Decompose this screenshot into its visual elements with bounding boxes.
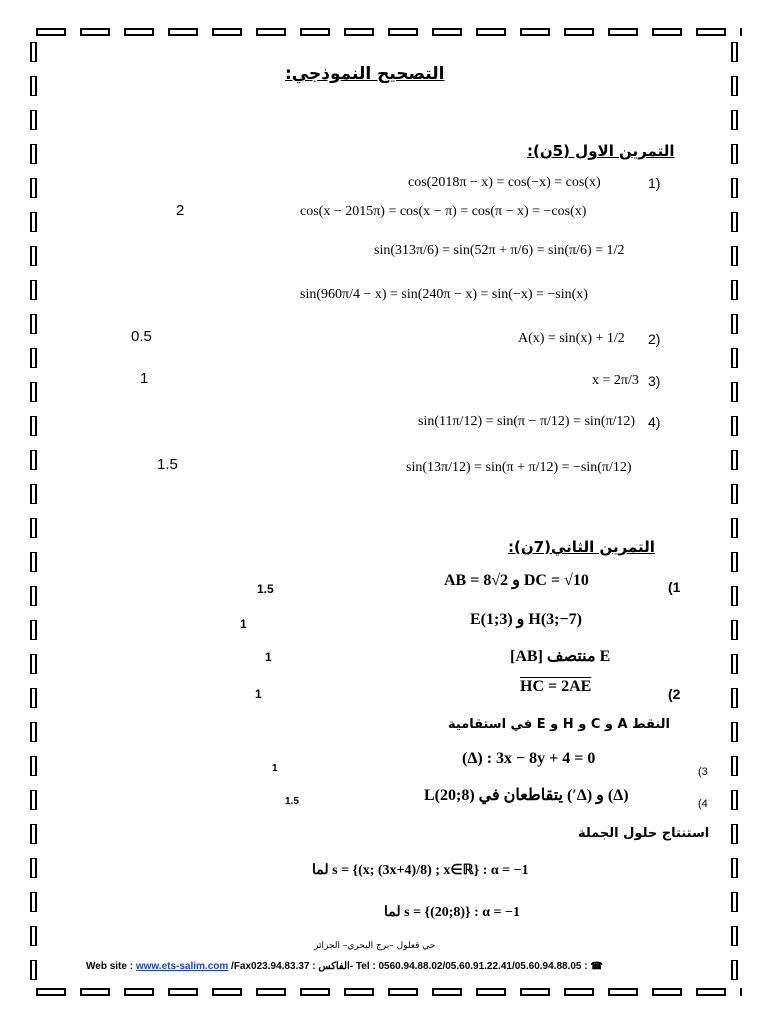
ex1-q2-number: 2): [648, 331, 661, 347]
frame-left-inner: [32, 38, 35, 982]
frame-bottom-inner: [30, 990, 742, 994]
footer-website-link[interactable]: www.ets-salim.com: [135, 961, 229, 972]
ex1-eq6: x = 2π/3: [592, 373, 639, 388]
ex2-mark-1: 1.5: [257, 582, 274, 596]
ex1-mark-3: 1: [140, 370, 149, 387]
ex1-eq3: sin(313π/6) = sin(52π + π/6) = sin(π/6) = 1/2: [374, 243, 625, 258]
ex2-line8: استنتاج حلول الجملة: [578, 826, 710, 841]
footer-phone-fax: /Fax023.94.83.37 : الفاكس- Tel : 0560.94.88.02/05.60.91.22.41/05.60.94.88.05 : ☎: [228, 961, 603, 972]
ex1-heading: التمرين الاول (5ن):: [527, 142, 675, 160]
ex1-eq2: cos(x − 2015π) = cos(x − π) = cos(π − x) = −cos(x): [300, 204, 587, 219]
ex1-eq5: A(x) = sin(x) + 1/2: [518, 331, 625, 346]
ex1-q3-number: 3): [648, 373, 661, 389]
ex2-q3-number: (3: [698, 766, 708, 778]
ex1-eq4: sin(960π/4 − x) = sin(240π − x) = sin(−x) = −sin(x): [300, 287, 588, 302]
ex2-line9: s = {(x; (3x+4)/8) ; x∈ℝ} : α = −1 لما: [312, 863, 529, 878]
footer-address: حي قعلول –برج البحري– الجزائر: [314, 941, 436, 951]
ex2-line2: H(3;−7) و E(1;3): [470, 611, 582, 628]
ex2-line3: E منتصف [AB]: [510, 648, 611, 665]
ex2-q1-number: (1: [668, 579, 681, 595]
ex2-line4: HC = 2AE: [520, 678, 592, 695]
ex1-eq7: sin(11π/12) = sin(π − π/12) = sin(π/12): [418, 414, 636, 429]
ex1-q1-number: 1): [648, 175, 661, 191]
footer-contact: [86, 961, 603, 972]
ex2-mark-6: 1.5: [285, 796, 299, 807]
ex2-line6: (Δ) : 3x − 8y + 4 = 0: [462, 750, 596, 767]
ex1-mark-2: 0.5: [131, 328, 152, 345]
footer-website-label: Web site :: [86, 961, 136, 972]
ex2-line10: s = {(20;8)} : α = −1 لما: [384, 905, 521, 920]
ex2-q4-number: (4: [698, 798, 708, 810]
ex2-q2-number: (2: [668, 686, 681, 702]
ex1-mark-1: 2: [176, 202, 185, 219]
ex1-mark-4: 1.5: [157, 456, 178, 473]
ex2-mark-2: 1: [240, 617, 247, 631]
ex1-eq8: sin(13π/12) = sin(π + π/12) = −sin(π/12): [406, 460, 632, 475]
ex1-eq1: cos(2018π − x) = cos(−x) = cos(x): [408, 175, 601, 190]
ex2-mark-4: 1: [255, 687, 262, 701]
frame-right-inner: [733, 38, 736, 982]
ex2-line7: (Δ) و (Δ′) يتقاطعان في L(20;8): [424, 787, 629, 804]
ex2-mark-3: 1: [265, 650, 272, 664]
ex2-heading: التمرين الثاني(7ن):: [508, 538, 655, 556]
ex2-mark-5: 1: [272, 763, 278, 774]
frame-top-inner: [30, 30, 742, 34]
ex2-line1: DC = √10 و AB = 8√2: [444, 572, 589, 589]
ex2-line5: النقط A و C و H و E في استقامية: [448, 717, 671, 732]
ex1-q4-number: 4): [648, 414, 661, 430]
page-title: التصحيح النموذجي:: [285, 64, 445, 84]
